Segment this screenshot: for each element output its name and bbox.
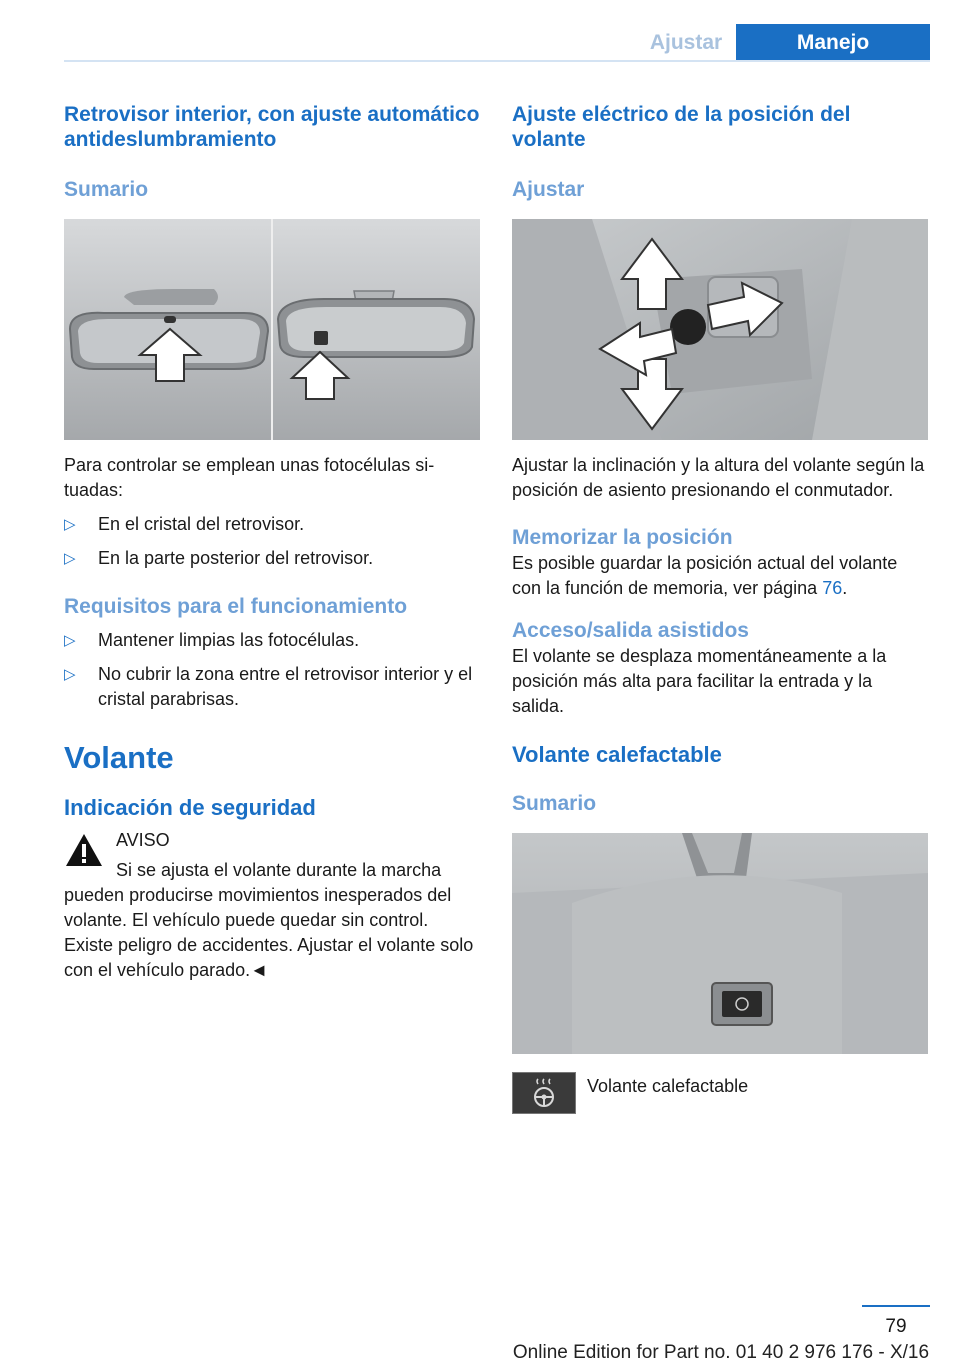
heated-summary-heading: Sumario bbox=[512, 792, 597, 815]
warning-text-first: Si se ajusta el volante durante la marcha bbox=[116, 860, 442, 880]
adjust-heading: Ajustar bbox=[512, 178, 585, 201]
mirror-illustration bbox=[64, 219, 480, 440]
access-text: El volante se desplaza momentáneamente a la posición más alta para facilitar la entrada y la salida. bbox=[512, 646, 887, 716]
chapter-title: Volante bbox=[64, 740, 174, 775]
heated-wheel-title: Volante calefactable bbox=[512, 742, 722, 767]
warning-triangle-icon bbox=[64, 832, 104, 868]
access-heading: Acceso/salida asistidos bbox=[512, 619, 749, 642]
requirements-list bbox=[64, 628, 480, 712]
adjust-text: Ajustar la inclinación y la altura del volante según la posición de asiento presionando el conmutador. bbox=[512, 455, 925, 500]
bullet-triangle-icon: ▷ bbox=[64, 550, 76, 567]
steering-section-title: Ajuste eléctrico de la posición del volante bbox=[512, 103, 851, 151]
list-item: ▷ No cubrir la zona entre el retrovisor interior y el cristal parabrisas. bbox=[64, 664, 473, 709]
heated-wheel-figure bbox=[512, 833, 928, 1054]
mirror-figure bbox=[64, 219, 480, 440]
list-item: ▷ En el cristal del retrovisor. bbox=[64, 512, 480, 537]
heated-button-illustration bbox=[512, 833, 928, 1054]
memory-heading: Memorizar la posición bbox=[512, 526, 733, 549]
heated-wheel-legend bbox=[512, 1072, 928, 1114]
bullet-triangle-icon: ▷ bbox=[64, 666, 76, 683]
bullet-triangle-icon: ▷ bbox=[64, 632, 76, 649]
warning-block bbox=[64, 828, 480, 983]
header-divider bbox=[64, 60, 930, 62]
edition-text: Online Edition for Part no. 01 40 2 976 176 - X/16 bbox=[512, 1342, 930, 1363]
heated-steering-wheel-icon bbox=[512, 1072, 576, 1114]
list-item: ▷ En la parte posterior del retrovisor. bbox=[64, 546, 480, 571]
left-column bbox=[64, 102, 480, 983]
heated-wheel-label: Volante calefactable bbox=[587, 1076, 749, 1096]
footer-divider bbox=[862, 1305, 930, 1307]
photocell-intro: Para controlar se emplean unas fotocélulas situadas: bbox=[64, 455, 435, 500]
requirements-heading: Requisitos para el funcionamiento bbox=[64, 595, 408, 618]
mirror-summary-heading: Sumario bbox=[64, 178, 149, 201]
page-reference-link[interactable]: 76 bbox=[822, 578, 843, 598]
safety-heading: Indicación de seguridad bbox=[64, 795, 316, 820]
warning-label: AVISO bbox=[116, 830, 170, 850]
warning-text: pueden producirse movimientos inesperados del volante. El vehículo puede quedar sin control. Existe peligro de accidentes. Ajustar el volante solo con el vehículo parado.◄ bbox=[64, 885, 474, 980]
list-item: ▷ Mantener limpias las fotocélulas. bbox=[64, 628, 480, 653]
mirror-section-title: Retrovisor interior, con ajuste automático antideslumbramiento bbox=[64, 103, 480, 151]
header-tab-ajustar[interactable]: Ajustar bbox=[649, 31, 723, 54]
bullet-triangle-icon: ▷ bbox=[64, 516, 76, 533]
header-tab-manejo[interactable]: Manejo bbox=[736, 24, 930, 62]
page-number: 79 bbox=[885, 1316, 907, 1337]
memory-text: Es posible guardar la posición actual del volante con la función de memoria, ver página 76. bbox=[512, 553, 898, 598]
photocell-list bbox=[64, 512, 480, 571]
steering-switch-illustration bbox=[512, 219, 928, 440]
right-column bbox=[512, 102, 928, 1114]
steering-adjust-figure bbox=[512, 219, 928, 440]
